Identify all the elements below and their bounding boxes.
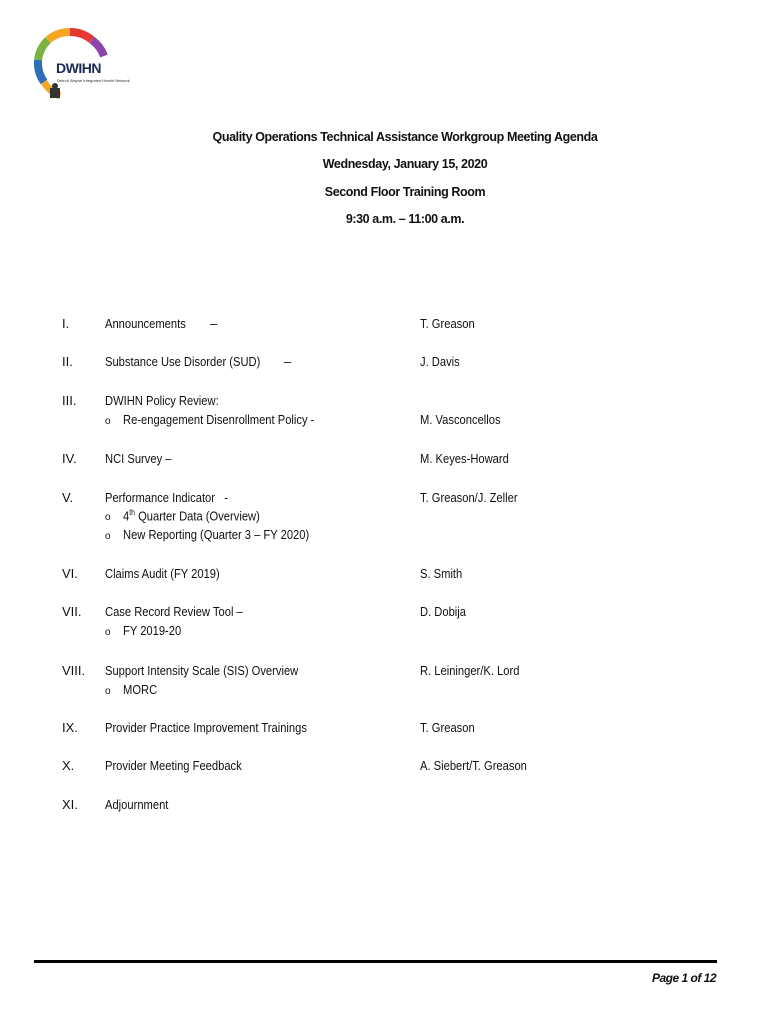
item-number: I. [62,316,70,331]
footer-divider [34,960,717,963]
item-dash: – [284,354,292,369]
item-number: VIII. [62,663,86,678]
bullet-icon: o [105,686,111,697]
item-presenter: S. Smith [420,566,463,581]
item-title: DWIHN Policy Review: [105,393,219,408]
sub-item [105,623,191,638]
item-presenter: D. Dobija [420,604,466,619]
ordinal-suffix: th [129,508,135,517]
bullet-icon: o [105,416,111,427]
item-title: Provider Practice Improvement Trainings [105,720,307,735]
dwihn-logo [30,26,130,106]
bullet-icon: o [105,627,111,638]
item-number: V. [62,490,74,505]
sub-item [105,527,340,542]
item-number: VI. [62,566,78,581]
sub-item-text: Quarter Data (Overview) [134,508,260,524]
item-dash: – [210,316,218,331]
logo-wordmark: DWIHN [56,60,101,76]
item-title: Provider Meeting Feedback [105,758,242,773]
item-presenter: T. Greason [420,316,475,331]
item-title: Support Intensity Scale (SIS) Overview [105,663,299,678]
item-number: IX. [62,720,78,735]
page-number: Page 1 of 12 [651,971,716,985]
item-number: II. [62,354,73,369]
sub-item-ordinal: 4 [123,508,130,524]
bullet-icon: o [105,512,111,524]
sub-item [105,508,282,523]
item-presenter: M. Keyes-Howard [420,451,509,466]
item-presenter: A. Siebert/T. Greason [420,758,527,773]
meeting-time: 9:30 a.m. – 11:00 a.m. [345,212,465,226]
item-title: Claims Audit (FY 2019) [105,566,220,581]
item-title: Performance Indicator - [105,490,229,505]
agenda-title: Quality Operations Technical Assistance Workgroup Meeting Agenda [212,130,598,144]
item-presenter: T. Greason/J. Zeller [420,490,518,505]
item-title: Announcements [105,316,186,331]
item-number: XI. [62,797,78,812]
sub-item [105,412,346,427]
item-presenter: J. Davis [420,354,460,369]
sub-item-text: New Reporting (Quarter 3 – FY 2020) [123,527,310,542]
item-title: NCI Survey – [105,451,172,466]
item-title: Substance Use Disorder (SUD) [105,354,261,369]
sub-item [105,682,163,697]
bullet-icon: o [105,531,111,542]
item-number: IV. [62,451,77,466]
item-number: X. [62,758,75,773]
item-presenter: T. Greason [420,720,475,735]
item-presenter: M. Vasconcellos [420,412,501,427]
item-number: III. [62,393,77,408]
sub-item-text: FY 2019-20 [123,623,182,638]
item-title: Adjournment [105,797,169,812]
meeting-date: Wednesday, January 15, 2020 [322,157,488,171]
logo-tagline: Detroit Wayne Integrated Health Network [57,78,130,83]
sub-item-text: Re-engagement Disenrollment Policy - [123,412,315,427]
item-presenter: R. Leininger/K. Lord [420,663,520,678]
sub-item-text: MORC [123,682,158,697]
item-number: VII. [62,604,82,619]
meeting-location: Second Floor Training Room [324,185,486,199]
item-title: Case Record Review Tool – [105,604,243,619]
